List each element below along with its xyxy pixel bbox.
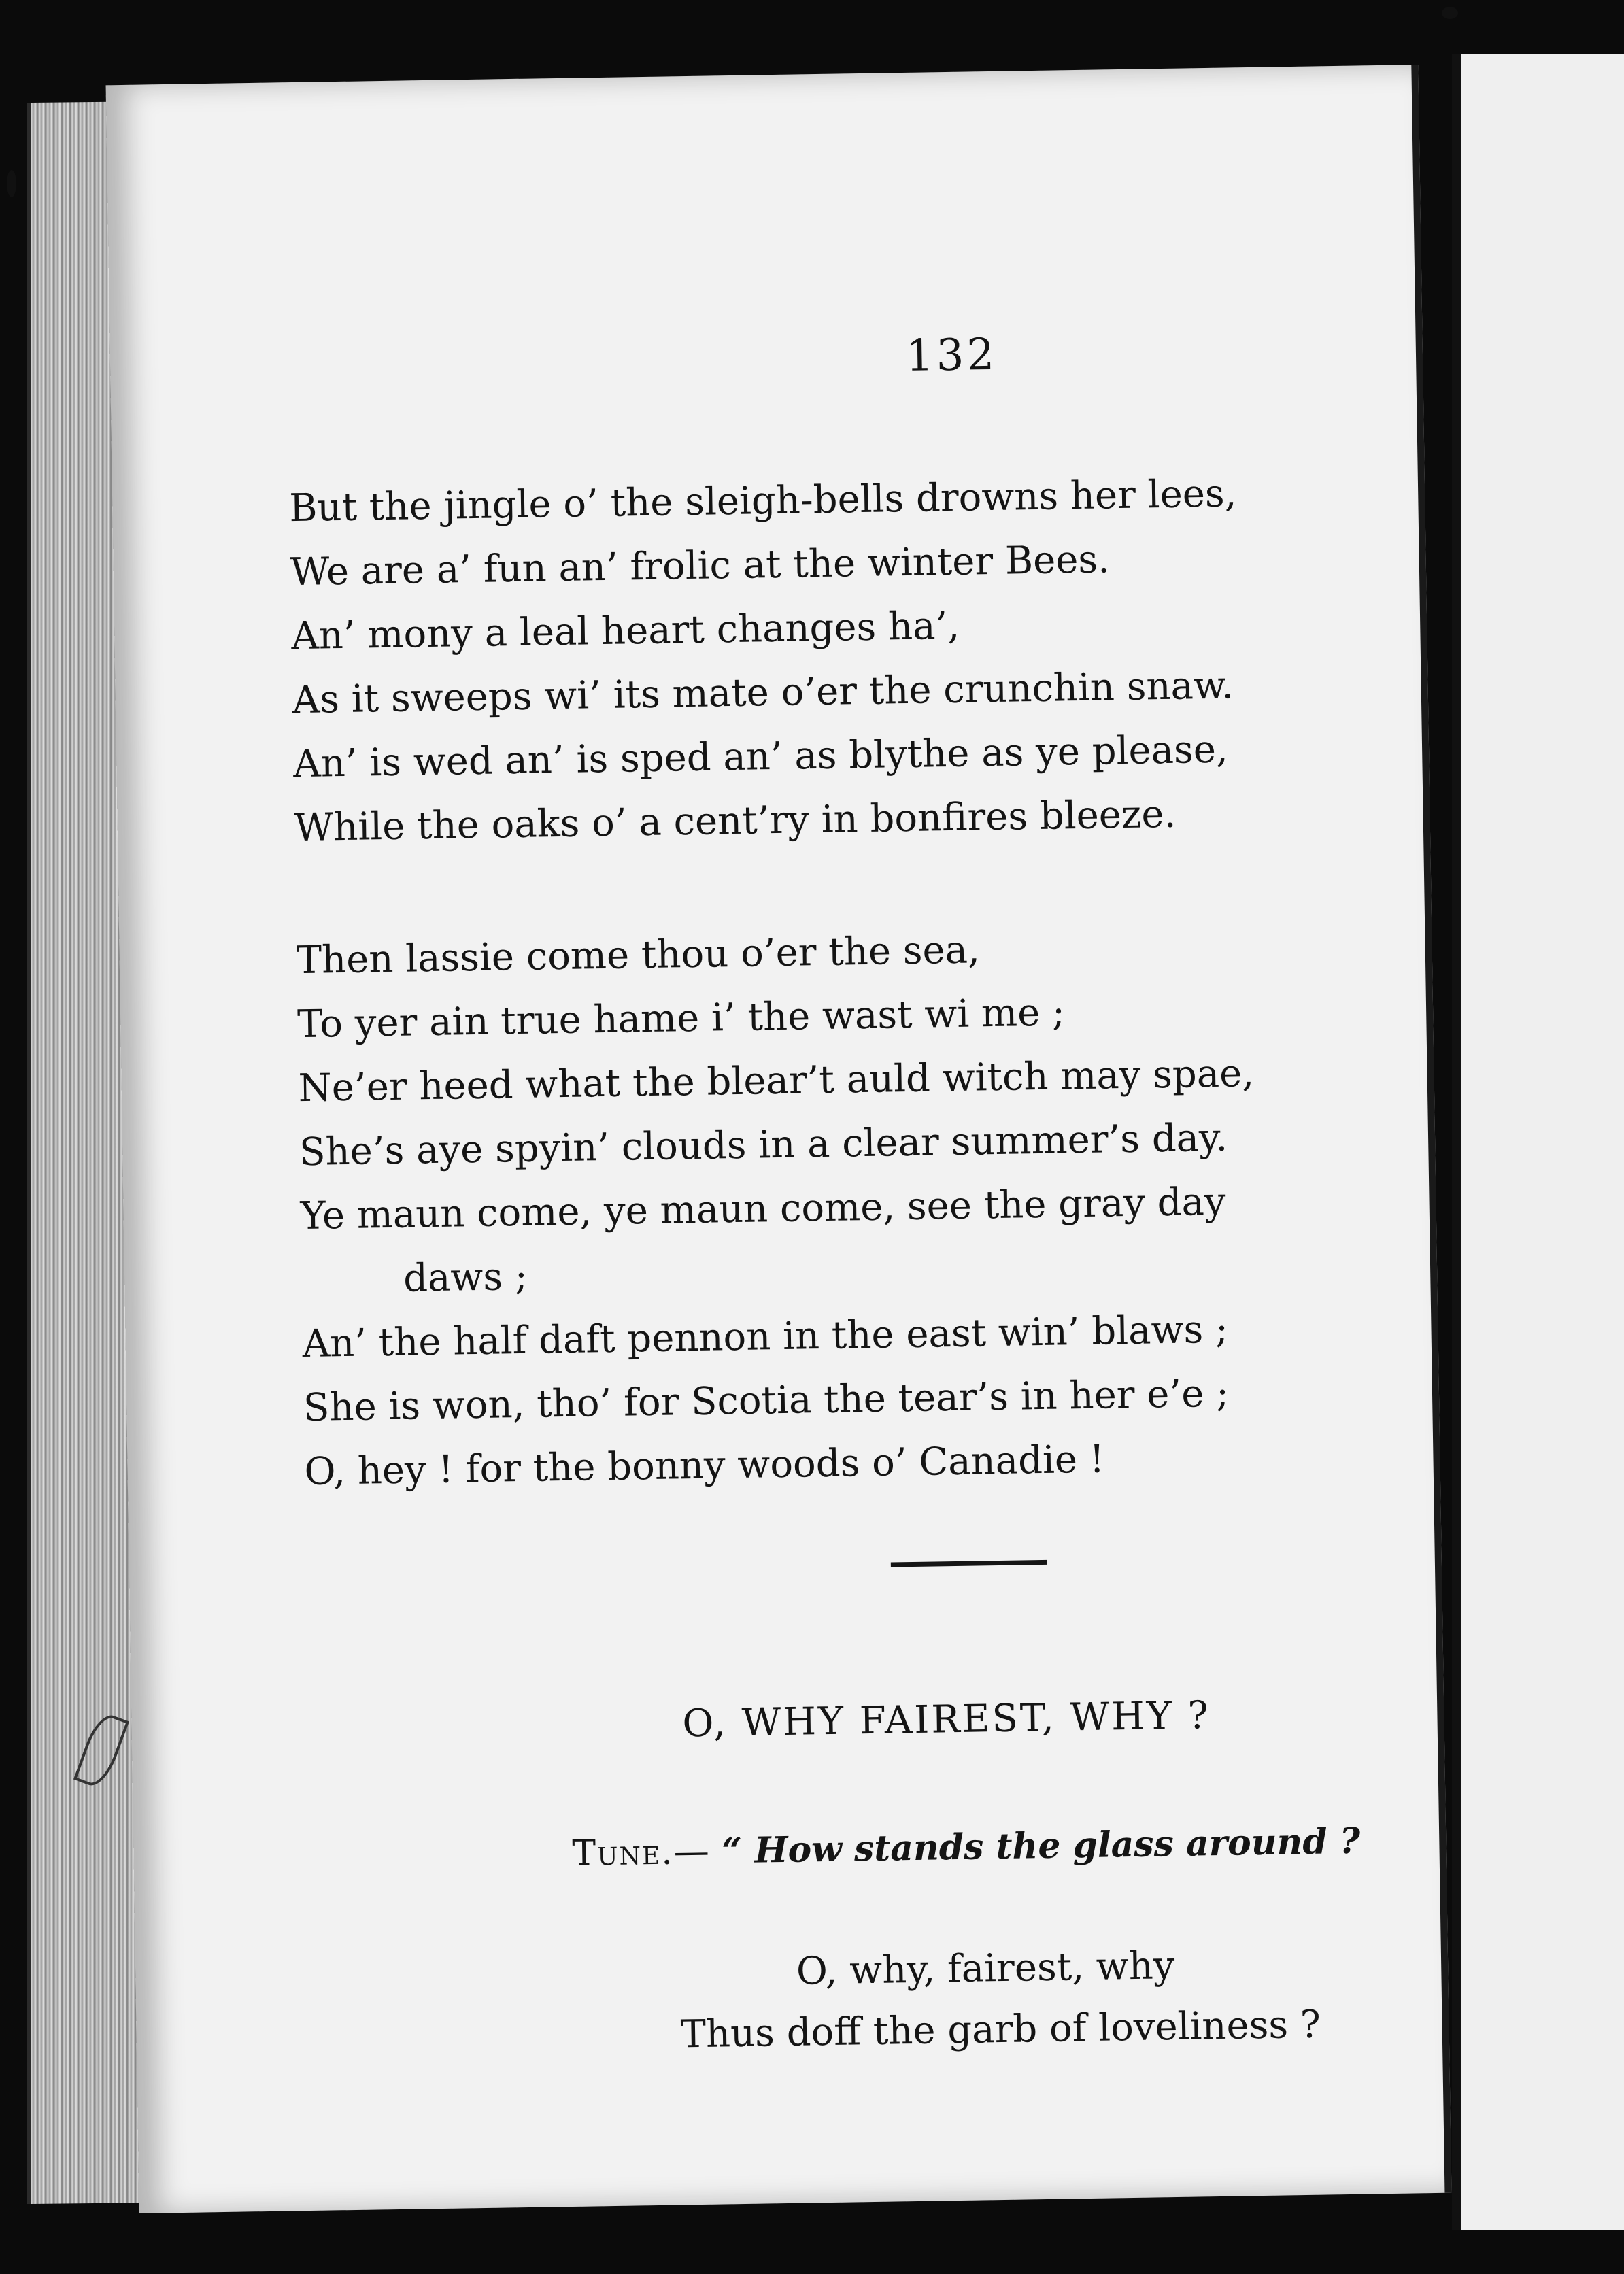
facing-page-edge [1452, 54, 1624, 2230]
dust-speck [1442, 7, 1458, 19]
tune-label: Tune.— [571, 1831, 711, 1874]
verse-line: Ne’er heed what the blear’t auld witch may spae, [298, 1051, 1255, 1111]
page-text-block [283, 65, 1439, 2057]
verse-line: While the oaks o’ a cent’ry in bonfires bleeze. [294, 792, 1177, 851]
tune-name: “ How stands the glass around ? [721, 1820, 1361, 1872]
verse-line: An’ the half daft pennon in the east win’ blaws ; [302, 1307, 1229, 1367]
verse-line: She’s aye spyin’ clouds in a clear summer’s day. [299, 1115, 1228, 1175]
verse-line-continuation: daws ; [403, 1254, 528, 1301]
song-title: O, WHY FAIREST, WHY ? [681, 1693, 1211, 1746]
verse-line: But the jingle o’ the sleigh-bells drowns her lees, [288, 471, 1237, 531]
verse-line: Then lassie come thou o’er the sea, [296, 928, 981, 983]
dust-speck [7, 170, 16, 197]
verse-line: As it sweeps wi’ its mate o’er the crunchin snaw. [292, 663, 1234, 723]
section-divider-rule [891, 1560, 1047, 1567]
verse-line: An’ is wed an’ is sped an’ as blythe as ye please, [292, 727, 1229, 787]
verse-line: Thus doff the garb of loveliness ? [680, 2002, 1321, 2057]
verse-line: An’ mony a leal heart changes ha’, [290, 603, 960, 659]
page-number: 132 [905, 329, 998, 381]
verse-line: Ye maun come, ye maun come, see the gray day [300, 1179, 1226, 1239]
stanza-1 [289, 462, 1242, 860]
verse-line: O, hey ! for the bonny woods o’ Canadie ! [304, 1437, 1105, 1495]
tune-line [572, 1820, 1361, 1874]
verse-line: To yer ain true hame i’ the wast wi me ; [297, 990, 1066, 1047]
stanza-2 [296, 914, 1261, 1504]
book-page [106, 65, 1452, 2213]
verse-line: She is won, tho’ for Scotia the tear’s in her e’e ; [303, 1371, 1230, 1431]
verse-line: We are a’ fun an’ frolic at the winter Bees. [290, 537, 1111, 595]
verse-line: O, why, fairest, why [796, 1944, 1175, 1994]
song-opening-lines [679, 1933, 1321, 2065]
